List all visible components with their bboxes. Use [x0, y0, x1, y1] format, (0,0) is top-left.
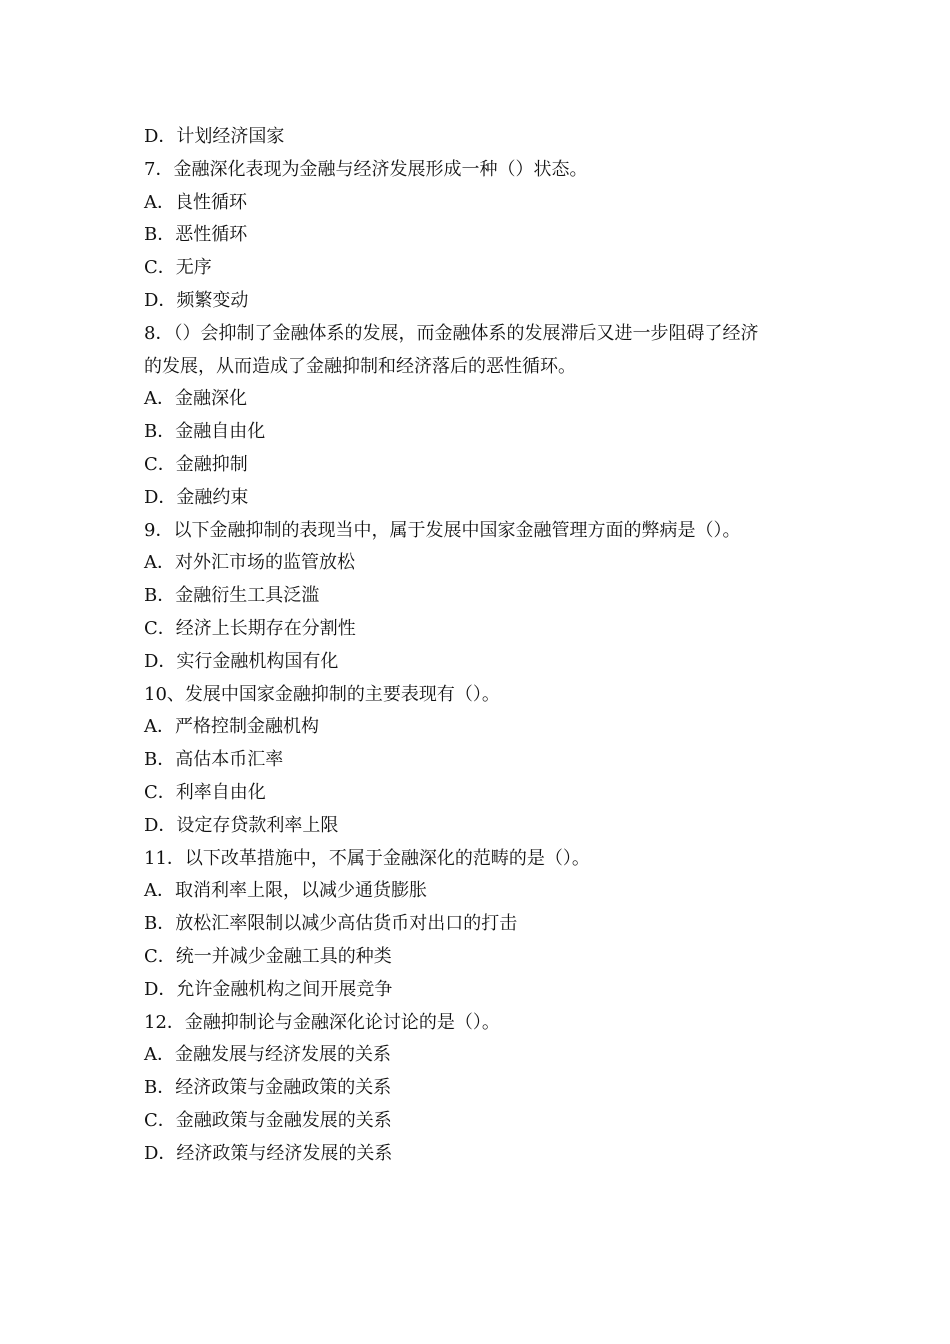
option-q11-a: A．取消利率上限，以减少通货膨胀: [144, 880, 427, 902]
option-q9-a: A．对外汇市场的监管放松: [144, 552, 355, 574]
option-q12-a: A．金融发展与经济发展的关系: [144, 1044, 391, 1066]
option-q11-d: D．允许金融机构之间开展竞争: [144, 978, 393, 1000]
option-q8-b: B．金融自由化: [144, 421, 266, 443]
option-q10-a: A．严格控制金融机构: [144, 716, 319, 738]
option-q7-d: D．频繁变动: [144, 289, 249, 311]
question-7: 7．金融深化表现为金融与经济发展形成一种（）状态。: [144, 158, 588, 180]
option-q9-c: C．经济上长期存在分割性: [144, 617, 356, 639]
option-q10-d: D．设定存贷款利率上限: [144, 814, 339, 836]
option-q8-d: D．金融约束: [144, 486, 249, 508]
option-q7-a: A．良性循环: [144, 191, 247, 213]
question-10: 10、发展中国家金融抑制的主要表现有（）。: [144, 683, 500, 705]
document-body: [144, 121, 824, 1171]
question-11: 11．以下改革措施中，不属于金融深化的范畴的是（）。: [144, 847, 590, 869]
question-8-line-2: 的发展，从而造成了金融抑制和经济落后的恶性循环。: [144, 355, 576, 377]
option-q11-c: C．统一并减少金融工具的种类: [144, 945, 392, 967]
option-q8-a: A．金融深化: [144, 388, 247, 410]
option-q7-c: C．无序: [144, 257, 212, 279]
option-q7-b: B．恶性循环: [144, 224, 248, 246]
question-12: 12．金融抑制论与金融深化论讨论的是（）。: [144, 1011, 500, 1033]
option-q12-d: D．经济政策与经济发展的关系: [144, 1142, 393, 1164]
option-q12-c: C．金融政策与金融发展的关系: [144, 1109, 392, 1131]
option-q9-d: D．实行金融机构国有化: [144, 650, 339, 672]
question-8-line-1: 8．（）会抑制了金融体系的发展，而金融体系的发展滞后又进一步阻碍了经济: [144, 322, 759, 344]
option-q6-d: D．计划经济国家: [144, 126, 285, 147]
option-q12-b: B．经济政策与金融政策的关系: [144, 1077, 392, 1099]
option-q10-b: B．高估本币汇率: [144, 749, 284, 771]
option-q11-b: B．放松汇率限制以减少高估货币对出口的打击: [144, 913, 518, 935]
option-q10-c: C．利率自由化: [144, 781, 266, 803]
option-q9-b: B．金融衍生工具泛滥: [144, 585, 320, 607]
question-9: 9．以下金融抑制的表现当中，属于发展中国家金融管理方面的弊病是（）。: [144, 519, 741, 541]
option-q8-c: C．金融抑制: [144, 453, 248, 475]
